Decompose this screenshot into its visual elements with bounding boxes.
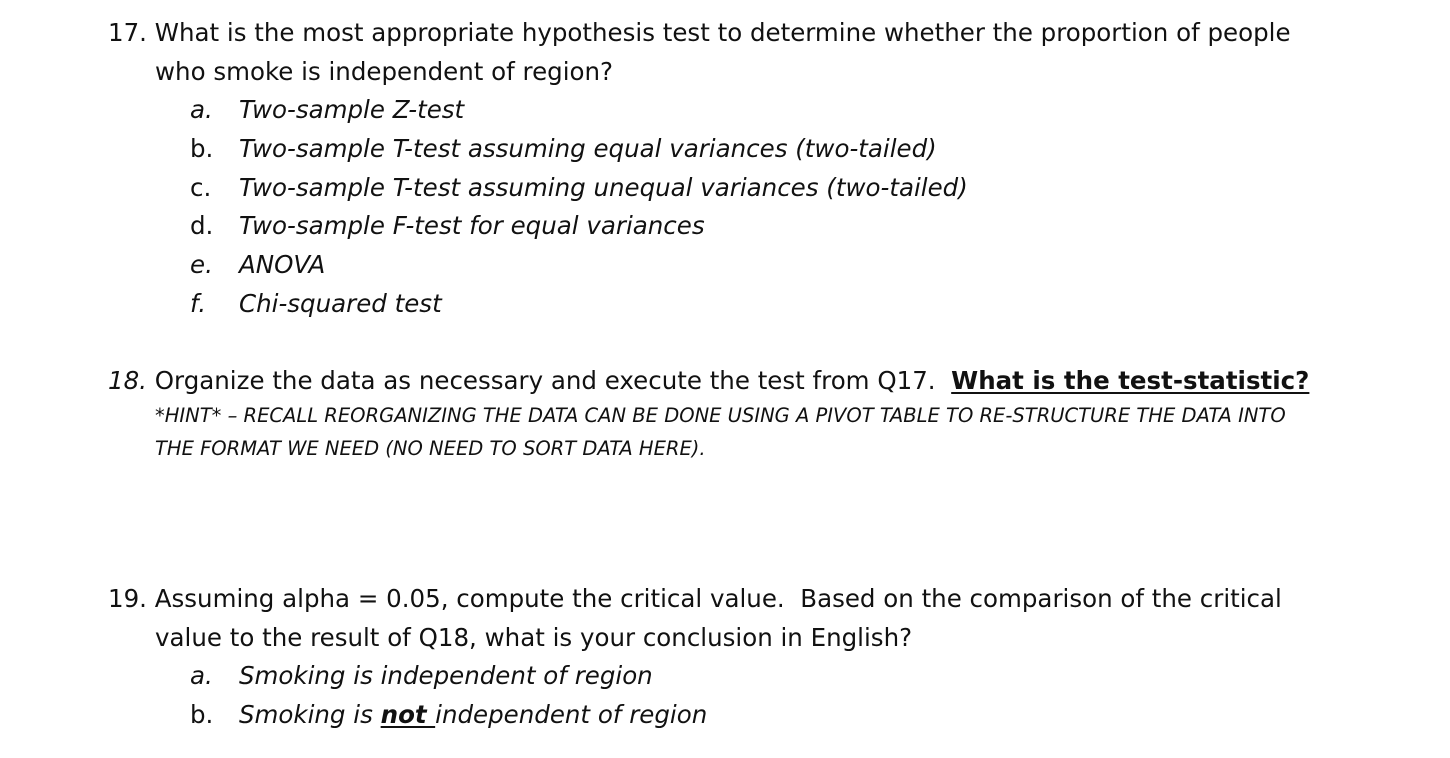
option-text: Two-sample F-test for equal variances xyxy=(239,211,705,241)
option-text: Two-sample T-test assuming equal variances (two-tailed) xyxy=(239,134,937,164)
option-text: ANOVA xyxy=(239,250,326,280)
option-d xyxy=(108,207,1410,246)
option-label: c. xyxy=(190,172,212,202)
question-number: 19. xyxy=(108,584,147,613)
hint-text xyxy=(155,400,1395,465)
answer-options xyxy=(108,657,1410,734)
hint-line2: THE FORMAT WE NEED (NO NEED TO SORT DATA HERE). xyxy=(155,436,706,460)
option-text-after: independent of region xyxy=(435,700,708,730)
answer-options xyxy=(108,91,1410,323)
option-text-before: Smoking is xyxy=(239,700,381,730)
option-label: f. xyxy=(190,288,206,318)
option-e xyxy=(108,246,1410,285)
question-number: 18. xyxy=(108,366,147,395)
option-text: Smoking is independent of region xyxy=(239,661,653,691)
question-text: Organize the data as necessary and execute the test from Q17. xyxy=(154,366,936,395)
question-text: What is the most appropriate hypothesis test to determine whether the proportion of people xyxy=(154,18,1291,47)
question-18 xyxy=(108,362,1410,401)
option-text: Two-sample Z-test xyxy=(239,95,465,125)
question-number: 17. xyxy=(108,18,147,47)
option-f xyxy=(108,285,1410,324)
option-label: d. xyxy=(190,211,214,241)
option-a xyxy=(108,91,1410,130)
question-17-line1 xyxy=(108,14,1410,53)
option-text-emphasis: not xyxy=(380,700,436,730)
option-label: e. xyxy=(190,250,213,280)
hint-line1: *HINT* – RECALL REORGANIZING THE DATA CAN BE DONE USING A PIVOT TABLE TO RE-STRUCTURE THE DATA INTO xyxy=(155,404,1286,427)
question-19 xyxy=(108,580,1410,735)
option-label: a. xyxy=(190,661,213,691)
question-19-line2: value to the result of Q18, what is your conclusion in English? xyxy=(155,622,913,652)
question-emphasis: What is the test-statistic? xyxy=(951,366,1310,395)
option-label: a. xyxy=(190,95,213,125)
option-text xyxy=(239,696,707,735)
option-a xyxy=(108,657,1410,696)
option-b xyxy=(108,696,1410,735)
option-label: b. xyxy=(190,134,214,164)
option-label: b. xyxy=(190,700,214,730)
question-text: Assuming alpha = 0.05, compute the critical value. Based on the comparison of the critical xyxy=(154,584,1282,613)
question-17 xyxy=(108,14,1410,324)
question-17-line2: who smoke is independent of region? xyxy=(155,56,614,86)
question-19-line1 xyxy=(108,580,1410,619)
option-c xyxy=(108,169,1410,208)
option-text: Two-sample T-test assuming unequal variances (two-tailed) xyxy=(239,172,968,202)
option-b xyxy=(108,130,1410,169)
option-text: Chi-squared test xyxy=(239,288,442,318)
